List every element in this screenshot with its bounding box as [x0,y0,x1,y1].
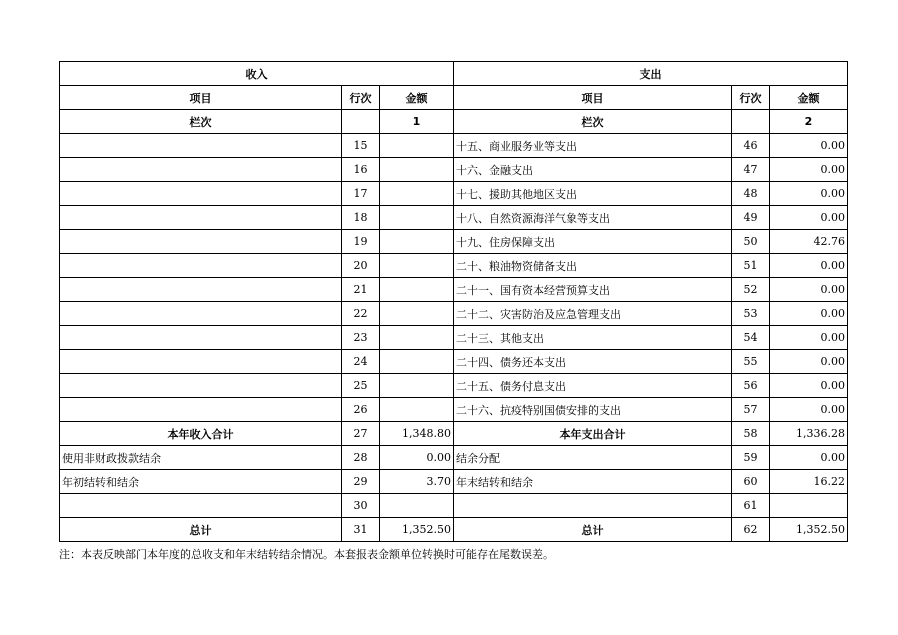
income-amount [380,206,454,230]
expense-amount: 0.00 [770,350,848,374]
expense-total-line: 62 [732,518,770,542]
expense-item: 年末结转和结余 [454,470,732,494]
expense-line: 46 [732,134,770,158]
income-amount [380,158,454,182]
expense-item: 十九、住房保障支出 [454,230,732,254]
expense-item: 二十五、债务付息支出 [454,374,732,398]
expense-line: 60 [732,470,770,494]
table-row [60,158,848,182]
budget-table [59,61,848,542]
income-item [60,206,342,230]
income-amount [380,326,454,350]
income-amount [380,230,454,254]
expense-line: 53 [732,302,770,326]
income-amount [380,398,454,422]
income-item [60,134,342,158]
expense-item: 十八、自然资源海洋气象等支出 [454,206,732,230]
income-item [60,398,342,422]
expense-amount: 0.00 [770,374,848,398]
table-row [60,278,848,302]
income-amount: 3.70 [380,470,454,494]
section-header-row [60,62,848,86]
expense-item-header: 项目 [454,86,732,110]
expense-amount: 0.00 [770,398,848,422]
table-row [60,470,848,494]
income-amount [380,278,454,302]
expense-line: 49 [732,206,770,230]
expense-item: 十五、商业服务业等支出 [454,134,732,158]
table-row [60,350,848,374]
expense-item: 二十六、抗疫特别国债安排的支出 [454,398,732,422]
expense-subtotal-label: 本年支出合计 [454,422,732,446]
expense-amount: 0.00 [770,446,848,470]
expense-line: 61 [732,494,770,518]
expense-line: 50 [732,230,770,254]
income-item: 使用非财政拨款结余 [60,446,342,470]
table-row [60,398,848,422]
income-line: 29 [342,470,380,494]
total-row [60,518,848,542]
income-item [60,494,342,518]
income-subtotal-line: 27 [342,422,380,446]
expense-amount: 42.76 [770,230,848,254]
expense-item: 结余分配 [454,446,732,470]
income-line: 24 [342,350,380,374]
expense-amount: 0.00 [770,326,848,350]
income-item [60,278,342,302]
table-row [60,182,848,206]
income-total-line: 31 [342,518,380,542]
income-total-label: 总计 [60,518,342,542]
income-amount [380,254,454,278]
table-row [60,134,848,158]
expense-line: 56 [732,374,770,398]
expense-line: 54 [732,326,770,350]
income-amount [380,374,454,398]
income-item [60,254,342,278]
income-line-blank [342,110,380,134]
expense-amount: 16.22 [770,470,848,494]
income-line: 25 [342,374,380,398]
income-line: 20 [342,254,380,278]
income-line: 16 [342,158,380,182]
expense-amount: 0.00 [770,182,848,206]
income-amount-header: 金额 [380,86,454,110]
expense-line: 47 [732,158,770,182]
expense-line: 59 [732,446,770,470]
expense-item: 十六、金融支出 [454,158,732,182]
income-item-header: 项目 [60,86,342,110]
income-item [60,230,342,254]
expense-amount: 0.00 [770,278,848,302]
table-row [60,494,848,518]
expense-line-header: 行次 [732,86,770,110]
table-row [60,446,848,470]
table-row [60,374,848,398]
income-line: 19 [342,230,380,254]
expense-item: 二十三、其他支出 [454,326,732,350]
budget-sheet [59,61,848,542]
income-line: 22 [342,302,380,326]
expense-line: 55 [732,350,770,374]
income-line: 23 [342,326,380,350]
income-amount [380,182,454,206]
subtotal-row [60,422,848,446]
expense-amount: 0.00 [770,254,848,278]
income-item: 年初结转和结余 [60,470,342,494]
income-item [60,158,342,182]
income-item [60,302,342,326]
expense-item: 二十一、国有资本经营预算支出 [454,278,732,302]
income-item [60,350,342,374]
income-line: 21 [342,278,380,302]
column-header-row [60,86,848,110]
expense-amount-header: 金额 [770,86,848,110]
expense-amount: 0.00 [770,206,848,230]
income-line: 15 [342,134,380,158]
income-item [60,326,342,350]
income-column-number: 1 [380,110,454,134]
table-row [60,302,848,326]
income-subtotal-amount: 1,348.80 [380,422,454,446]
income-line-header: 行次 [342,86,380,110]
expense-section-header: 支出 [454,62,848,86]
expense-amount [770,494,848,518]
expense-line: 51 [732,254,770,278]
expense-line: 57 [732,398,770,422]
income-section-header: 收入 [60,62,454,86]
income-line: 17 [342,182,380,206]
expense-line: 52 [732,278,770,302]
footnote: 注：本表反映部门本年度的总收支和年末结转结余情况。本套报表金额单位转换时可能存在尾数误差。 [59,548,554,561]
income-line: 26 [342,398,380,422]
income-amount [380,350,454,374]
column-number-row [60,110,848,134]
expense-item: 十七、援助其他地区支出 [454,182,732,206]
expense-line: 48 [732,182,770,206]
income-line: 18 [342,206,380,230]
income-line: 28 [342,446,380,470]
table-row [60,326,848,350]
expense-column-label: 栏次 [454,110,732,134]
expense-item: 二十二、灾害防治及应急管理支出 [454,302,732,326]
expense-column-number: 2 [770,110,848,134]
income-total-amount: 1,352.50 [380,518,454,542]
expense-amount: 0.00 [770,302,848,326]
income-line: 30 [342,494,380,518]
income-amount [380,302,454,326]
expense-total-amount: 1,352.50 [770,518,848,542]
expense-amount: 0.00 [770,158,848,182]
income-item [60,374,342,398]
expense-subtotal-amount: 1,336.28 [770,422,848,446]
expense-subtotal-line: 58 [732,422,770,446]
income-amount: 0.00 [380,446,454,470]
income-amount [380,494,454,518]
expense-amount: 0.00 [770,134,848,158]
table-row [60,230,848,254]
expense-item: 二十四、债务还本支出 [454,350,732,374]
income-subtotal-label: 本年收入合计 [60,422,342,446]
expense-item: 二十、粮油物资储备支出 [454,254,732,278]
income-column-label: 栏次 [60,110,342,134]
table-row [60,254,848,278]
table-row [60,206,848,230]
expense-total-label: 总计 [454,518,732,542]
income-item [60,182,342,206]
income-amount [380,134,454,158]
expense-line-blank [732,110,770,134]
expense-item [454,494,732,518]
